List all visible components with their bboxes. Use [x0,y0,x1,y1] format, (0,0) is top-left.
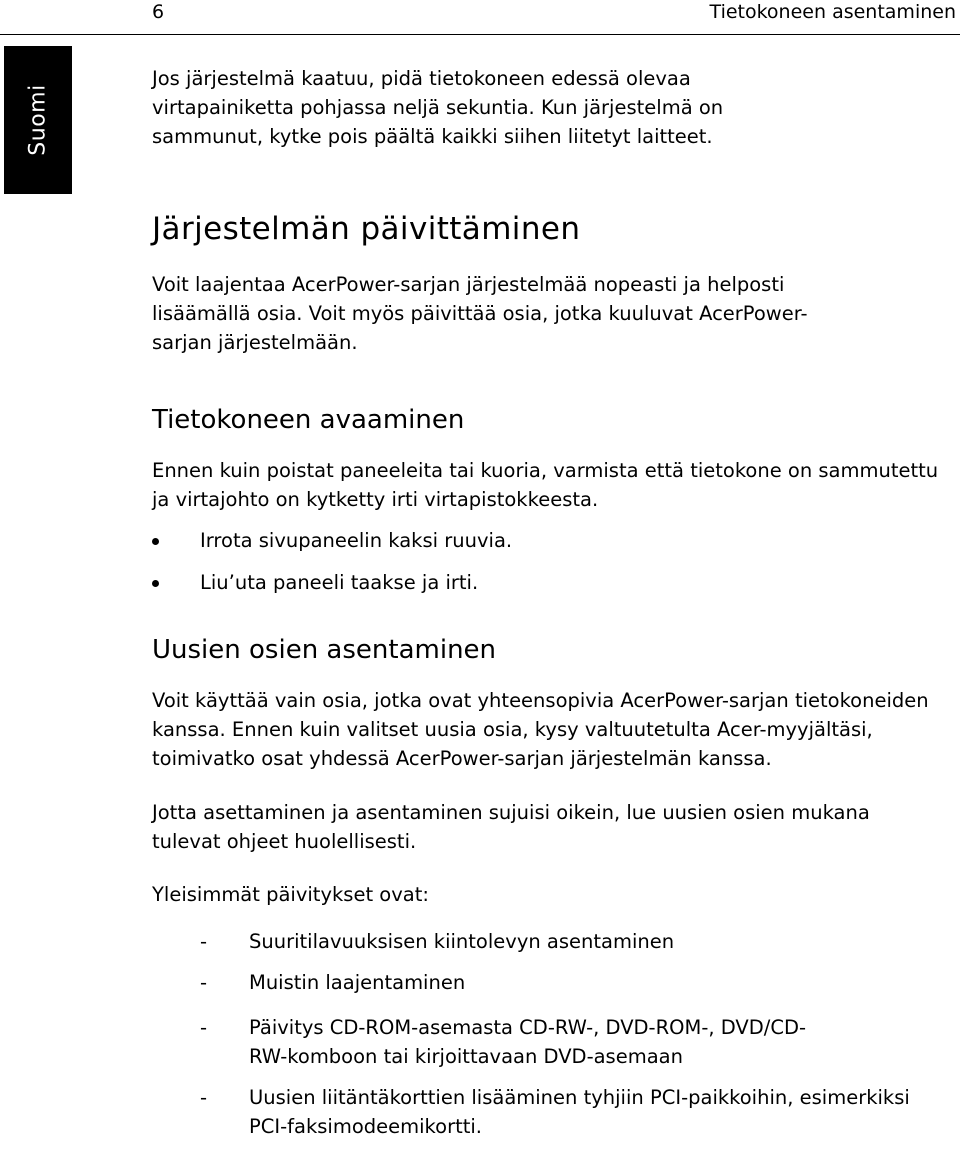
install-paragraph-2: Jotta asettaminen ja asentaminen sujuisi oikein, lue uusien osien mukana tulevat ohjeet huolellisesti. [152,801,870,853]
list-item [152,526,942,555]
bullet-icon [152,580,159,587]
language-tab-label: Suomi [25,84,51,156]
list-item [152,1083,949,1141]
common-upgrades-list [152,927,942,1141]
list-item-text: Liu’uta paneeli taakse ja irti. [200,571,479,594]
intro-paragraph: Jos järjestelmä kaatuu, pidä tietokoneen edessä olevaa virtapainiketta pohjassa neljä sekuntia. Kun järjestelmä on sammunut, kytke pois päältä kaikki siihen liitetyt laitteet. [152,67,724,148]
list-item-text: Muistin laajentaminen [249,971,466,994]
page-header [0,0,960,24]
running-title: Tietokoneen asentaminen [709,1,956,23]
list-item-text: Päivitys CD-ROM-asemasta CD-RW-, DVD-ROM-, DVD/CD-RW-komboon tai kirjoittavaan DVD-asemaan [249,1016,807,1068]
list-item [152,927,942,956]
dash-marker: - [200,1086,208,1109]
dash-marker: - [200,930,208,953]
header-rule [0,34,960,35]
heading-system-upgrade: Järjestelmän päivittäminen [152,211,581,247]
page-content [152,64,942,1141]
opening-paragraph: Ennen kuin poistat paneeleita tai kuoria, varmista että tietokone on sammutettu ja virtajohto on kytketty irti virtapistokkeesta. [152,459,939,511]
upgrade-paragraph: Voit laajentaa AcerPower-sarjan järjestelmää nopeasti ja helposti lisäämällä osia. Voit myös päivittää osia, jotka kuuluvat AcerPower-sarjan järjestelmään. [152,273,808,354]
install-paragraph-1: Voit käyttää vain osia, jotka ovat yhteensopivia AcerPower-sarjan tietokoneiden kanssa. Ennen kuin valitset uusia osia, kysy valtuutetulta Acer-myyjältäsi, toimivatko osat yhdessä AcerPower-sarjan järjestelmän kanssa. [152,689,929,770]
list-item [152,568,942,597]
language-tab [4,46,72,194]
opening-steps [152,526,942,597]
heading-installing-parts: Uusien osien asentaminen [152,635,497,665]
upgrades-list-intro: Yleisimmät päivitykset ovat: [152,883,429,906]
list-item [152,968,942,997]
list-item-text: Uusien liitäntäkorttien lisääminen tyhjiin PCI-paikkoihin, esimerkiksi PCI-faksimodeemikortti. [249,1086,910,1138]
list-item-text: Irrota sivupaneelin kaksi ruuvia. [200,529,513,552]
list-item [152,1013,809,1071]
dash-marker: - [200,971,208,994]
dash-marker: - [200,1016,208,1039]
bullet-icon [152,538,159,545]
page-number: 6 [152,1,165,23]
list-item-text: Suuritilavuuksisen kiintolevyn asentaminen [249,930,675,953]
heading-opening-computer: Tietokoneen avaaminen [152,405,465,435]
